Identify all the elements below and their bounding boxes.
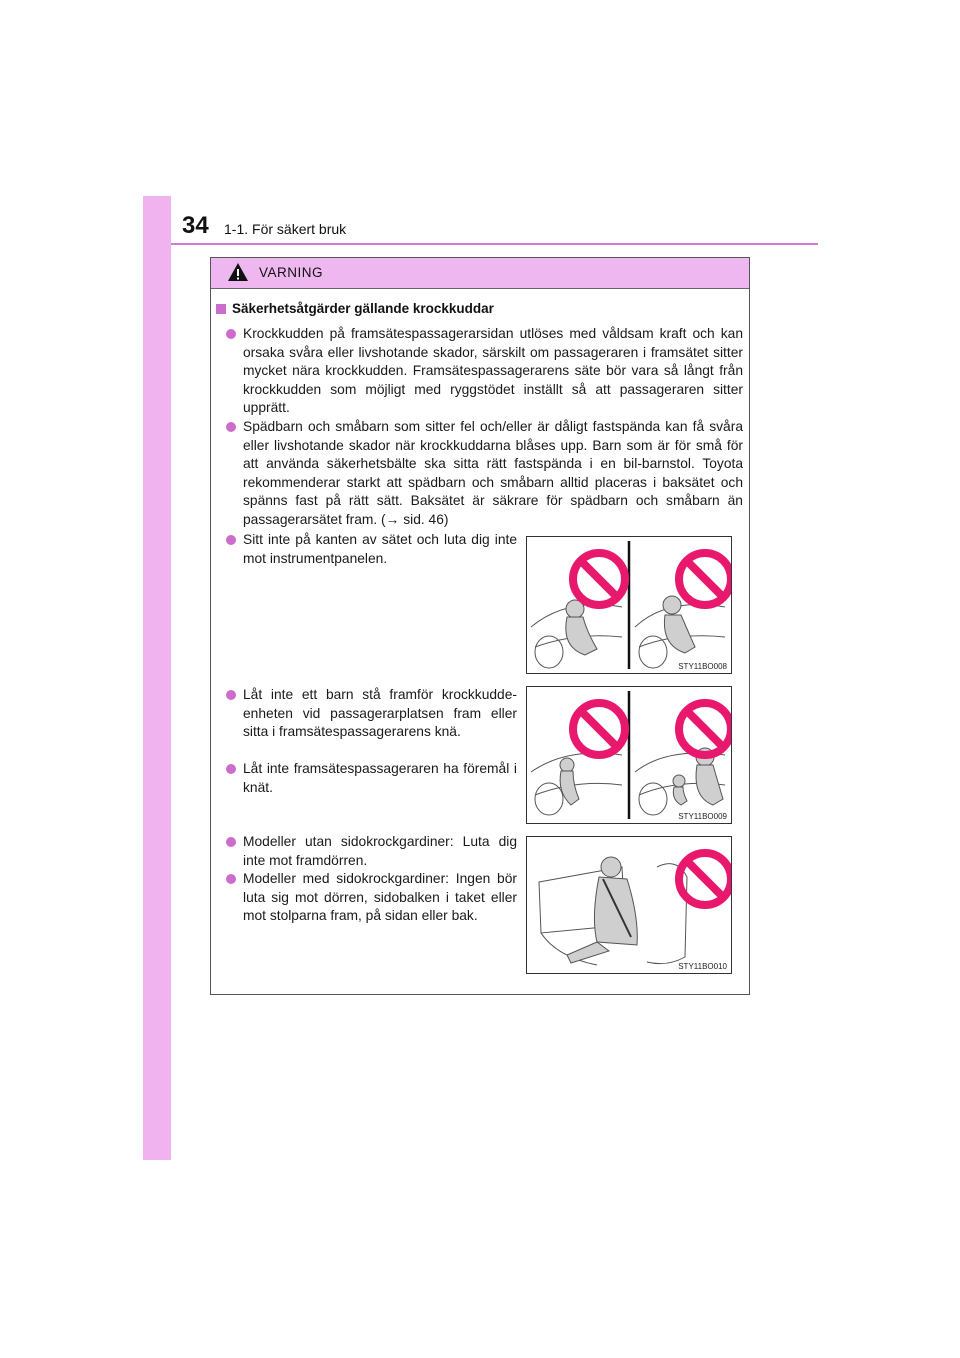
bullet-dot-icon <box>226 874 236 884</box>
bullet-item: Låt inte framsätespassageraren ha föremål i knät. <box>243 760 517 797</box>
bullet-item: Krockkudden på framsätespassagerarsidan utlöses med våldsam kraft och kan orsaka svåra eller livshotande skador, särskilt om passageraren i framsätet sitter mycket nära krockkudden. Framsätespassagerarens säte bör vara så långt från krockkudden som möjligt med ryggstödet inställt så att passageraren sitter upprätt. <box>243 325 743 418</box>
bullet-item: Låt inte ett barn stå framför krockkudde-enheten vid passagerarplatsen fram eller sitta i framsätespassagerarens knä. <box>243 686 517 742</box>
page-number: 34 <box>182 212 209 239</box>
prohibition-sign-icon <box>573 553 625 605</box>
square-bullet-icon <box>216 304 226 314</box>
header-rule <box>171 243 818 245</box>
illustration-leaning-door <box>526 836 732 974</box>
warning-label: VARNING <box>259 265 324 280</box>
bullet-item: Modeller med sidokrockgardiner: Ingen bör luta sig mot dörren, sidobalken i taket eller mot stolparna fram, på sidan eller bak. <box>243 870 517 926</box>
warning-box <box>210 257 750 995</box>
warning-heading <box>216 301 494 316</box>
chapter-sidebar-tab <box>143 196 171 1160</box>
bullet-dot-icon <box>226 422 236 432</box>
prohibition-sign-icon <box>679 703 731 755</box>
illustration-child-in-front <box>526 686 732 824</box>
section-title: 1-1. För säkert bruk <box>224 221 347 237</box>
warning-triangle-icon <box>227 262 249 287</box>
prohibition-sign-icon <box>679 553 731 605</box>
bullet-item: Spädbarn och småbarn som sitter fel och/eller är dåligt fastspända kan få svåra eller livshotande skador när krockkuddarna blåses upp. Barn som är för små för att använda säkerhetsbälte ska sitta rätt fastspända i en bil-barnstol. Toyota rekommenderar starkt att spädbarn och småbarn alltid placeras i baksätet och spänns fast på rätt sätt. Baksätet är säkrare för spädbarn och småbarn än passagerarsätet fram. (→ sid. 46) <box>243 418 743 529</box>
prohibition-sign-icon <box>573 703 625 755</box>
bullet-dot-icon <box>226 690 236 700</box>
figure-code: STY11BO009 <box>678 812 727 821</box>
illustration-leaning-forward <box>526 536 732 674</box>
figure-code: STY11BO008 <box>678 662 727 671</box>
bullet-dot-icon <box>226 535 236 545</box>
bullet-item: Modeller utan sidokrockgardiner: Luta dig inte mot framdörren. <box>243 833 517 870</box>
bullet-item: Sitt inte på kanten av sätet och luta dig inte mot instrumentpanelen. <box>243 531 517 568</box>
bullet-dot-icon <box>226 329 236 339</box>
bullet-dot-icon <box>226 837 236 847</box>
warning-heading-text: Säkerhetsåtgärder gällande krockkuddar <box>232 301 494 316</box>
warning-header <box>211 258 749 289</box>
figure-code: STY11BO010 <box>678 962 727 971</box>
bullet-dot-icon <box>226 764 236 774</box>
